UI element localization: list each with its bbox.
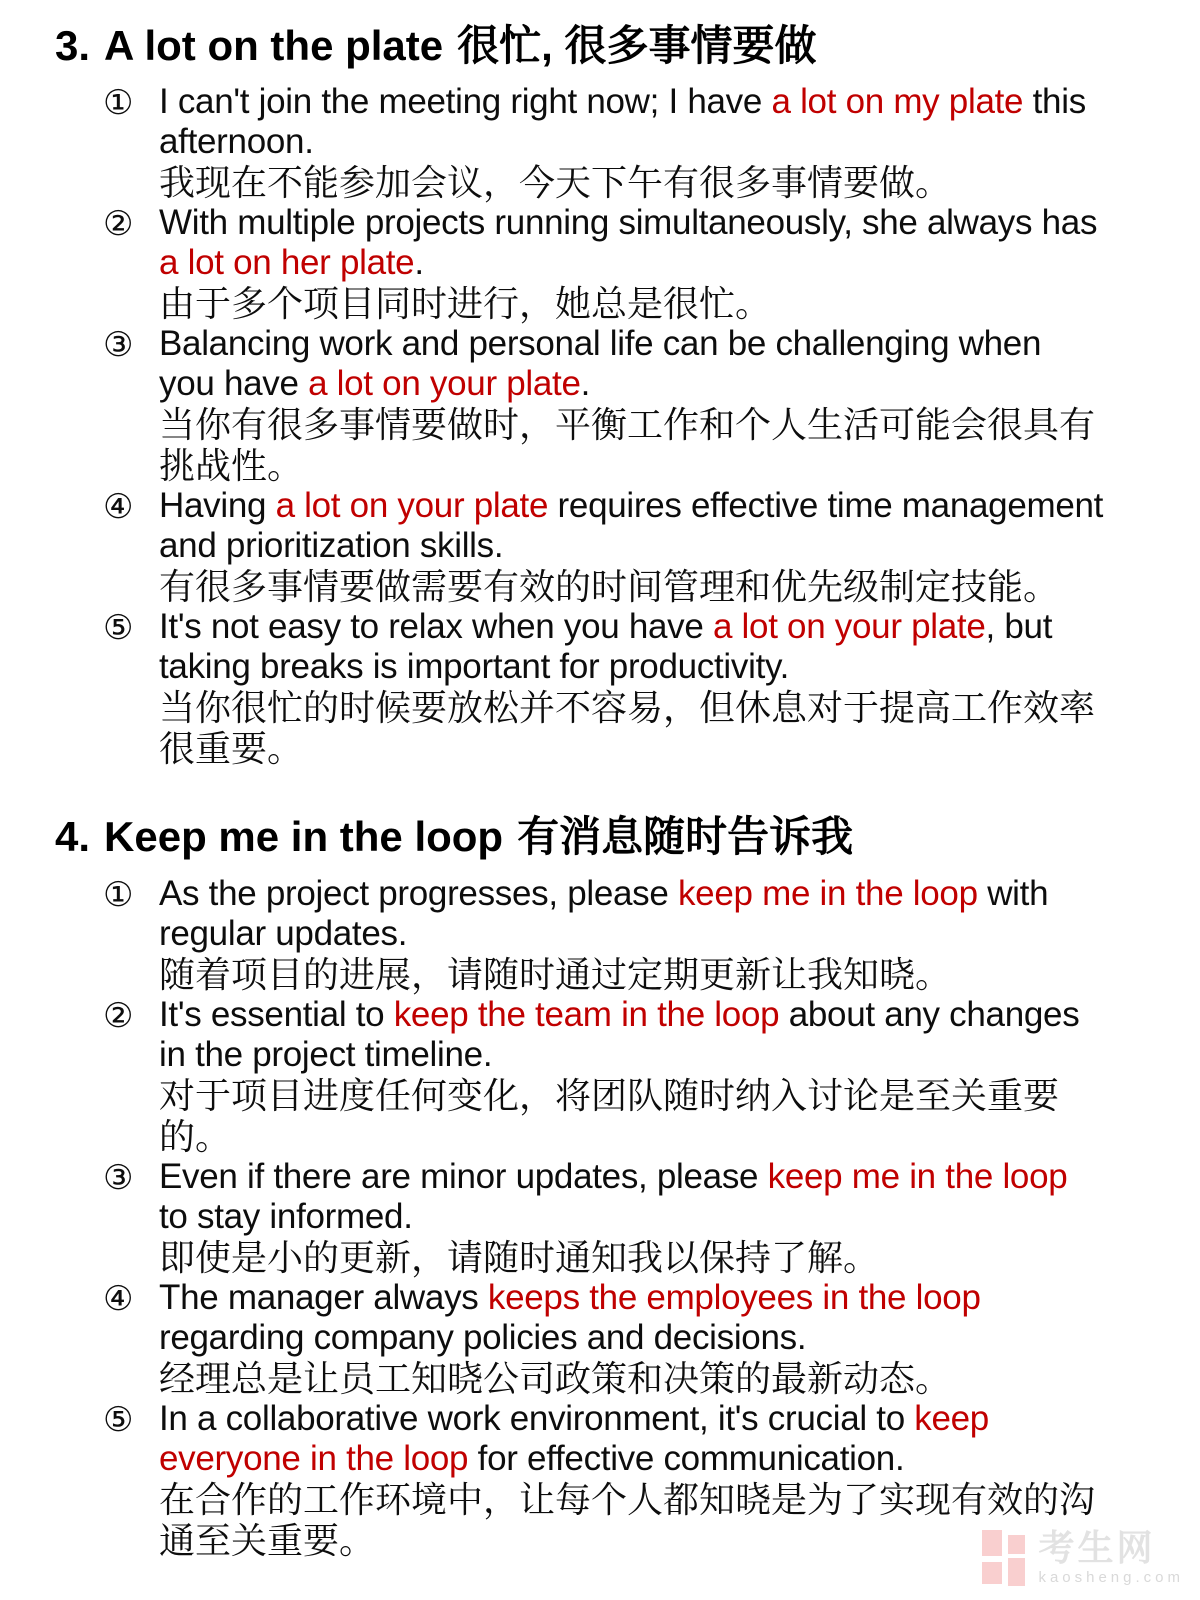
sentence-text: to stay informed. xyxy=(159,1196,413,1236)
watermark-text xyxy=(1038,1526,1184,1586)
sentence-text: with regular updates. xyxy=(159,873,1049,953)
item-circled-number: ② xyxy=(103,205,134,244)
sentence-text: , but taking breaks is important for productivity. xyxy=(159,607,1053,687)
example-item xyxy=(103,995,1155,1157)
section-heading xyxy=(55,22,1155,70)
example-item xyxy=(103,1157,1155,1278)
idiom-highlight: keep everyone in the loop xyxy=(159,1398,989,1478)
english-sentence xyxy=(159,1399,1104,1479)
example-body xyxy=(159,874,1104,995)
example-body xyxy=(159,1399,1104,1561)
sentence-text: As the project progresses, please xyxy=(159,873,678,913)
item-circled-number: ③ xyxy=(103,1158,134,1197)
sentence-text: It's essential to xyxy=(159,994,394,1034)
sentence-text: . xyxy=(414,243,424,283)
sentence-text: The manager always xyxy=(159,1277,488,1317)
idiom-highlight: keeps the employees in the loop xyxy=(487,1277,981,1317)
idiom-highlight: a lot on her plate xyxy=(159,243,415,283)
idiom-highlight: a lot on your plate xyxy=(275,486,549,526)
idiom-section xyxy=(55,813,1155,1560)
idiom-highlight: a lot on your plate xyxy=(712,607,986,647)
example-item xyxy=(103,82,1155,203)
sentence-text: for effective communication. xyxy=(468,1438,905,1478)
english-sentence xyxy=(159,1157,1104,1237)
idiom-highlight: keep me in the loop xyxy=(767,1156,1068,1196)
example-body xyxy=(159,995,1104,1157)
example-body xyxy=(159,1278,1104,1399)
sentence-text: about any changes in the project timeline. xyxy=(159,994,1080,1074)
chinese-translation: 对于项目进度任何变化，将团队随时纳入讨论是至关重要的。 xyxy=(159,1074,1060,1157)
chinese-translation: 有很多事情要做需要有效的时间管理和优先级制定技能。 xyxy=(159,566,1060,608)
item-circled-number: ② xyxy=(103,996,134,1035)
idiom-highlight: keep me in the loop xyxy=(677,873,978,913)
item-circled-number: ③ xyxy=(103,326,134,365)
example-item xyxy=(103,486,1155,607)
item-circled-number: ① xyxy=(103,875,134,914)
example-item xyxy=(103,874,1155,995)
section-number: 3. xyxy=(55,22,91,69)
kaosheng-logo-icon xyxy=(982,1528,1028,1586)
english-sentence xyxy=(159,874,1104,954)
sentence-text: requires effective time management and prioritization skills. xyxy=(159,486,1104,566)
sentence-text: It's not easy to relax when you have xyxy=(159,607,713,647)
chinese-translation: 由于多个项目同时进行，她总是很忙。 xyxy=(159,283,772,325)
chinese-translation: 我现在不能参加会议，今天下午有很多事情要做。 xyxy=(159,162,952,204)
english-sentence xyxy=(159,82,1104,162)
watermark-site-domain: kaosheng.com xyxy=(1038,1568,1184,1586)
english-sentence xyxy=(159,607,1104,687)
example-item xyxy=(103,324,1155,486)
english-sentence xyxy=(159,486,1104,566)
section-title-english: Keep me in the loop xyxy=(104,813,504,861)
sentence-text: I can't join the meeting right now; I have xyxy=(159,82,772,122)
sentence-text: With multiple projects running simultaneously, she always has xyxy=(159,203,1098,243)
sentence-text: Even if there are minor updates, please xyxy=(159,1156,768,1196)
sentence-text: In a collaborative work environment, it's crucial to xyxy=(159,1398,915,1438)
sentence-text: regarding company policies and decisions. xyxy=(159,1317,807,1357)
item-circled-number: ① xyxy=(103,84,134,123)
sentence-text: this afternoon. xyxy=(159,82,1086,162)
english-sentence xyxy=(159,324,1104,404)
chinese-translation: 在合作的工作环境中，让每个人都知晓是为了实现有效的沟通至关重要。 xyxy=(159,1478,1096,1561)
idiom-highlight: keep the team in the loop xyxy=(393,994,780,1034)
example-item xyxy=(103,203,1155,324)
section-title-chinese: 有消息随时告诉我 xyxy=(517,813,854,861)
example-item xyxy=(103,1278,1155,1399)
kaosheng-watermark xyxy=(982,1528,1184,1586)
idiom-highlight: a lot on your plate xyxy=(308,364,581,404)
example-body xyxy=(159,486,1104,607)
item-circled-number: ④ xyxy=(103,1279,134,1318)
example-body xyxy=(159,1157,1104,1278)
chinese-translation: 当你很忙的时候要放松并不容易，但休息对于提高工作效率很重要。 xyxy=(159,687,1096,770)
example-body xyxy=(159,324,1104,486)
chinese-translation: 经理总是让员工知晓公司政策和决策的最新动态。 xyxy=(159,1357,952,1399)
example-list xyxy=(103,874,1155,1561)
item-circled-number: ⑤ xyxy=(103,609,134,648)
watermark-site-name: 考生网 xyxy=(1038,1526,1156,1568)
example-item xyxy=(103,607,1155,769)
english-sentence xyxy=(159,995,1104,1075)
sentence-text: Balancing work and personal life can be challenging when you have xyxy=(159,324,1042,404)
example-list xyxy=(103,82,1155,769)
example-body xyxy=(159,203,1104,324)
section-heading xyxy=(55,813,1155,861)
example-body xyxy=(159,82,1104,203)
chinese-translation: 当你有很多事情要做时，平衡工作和个人生活可能会很具有挑战性。 xyxy=(159,404,1096,487)
chinese-translation: 即使是小的更新，请随时通知我以保持了解。 xyxy=(159,1236,880,1278)
example-body xyxy=(159,607,1104,769)
sentence-text: . xyxy=(580,364,591,404)
item-circled-number: ⑤ xyxy=(103,1400,134,1439)
idiom-highlight: a lot on my plate xyxy=(771,82,1024,122)
chinese-translation: 随着项目的进展，请随时通过定期更新让我知晓。 xyxy=(159,953,952,995)
english-sentence xyxy=(159,1278,1104,1358)
english-sentence xyxy=(159,203,1104,283)
idiom-section xyxy=(55,22,1155,769)
section-title-chinese: 很忙, 很多事情要做 xyxy=(457,22,817,69)
item-circled-number: ④ xyxy=(103,488,134,527)
section-title-english: A lot on the plate xyxy=(104,22,444,69)
section-number: 4. xyxy=(55,813,91,861)
sentence-text: Having xyxy=(159,486,276,526)
